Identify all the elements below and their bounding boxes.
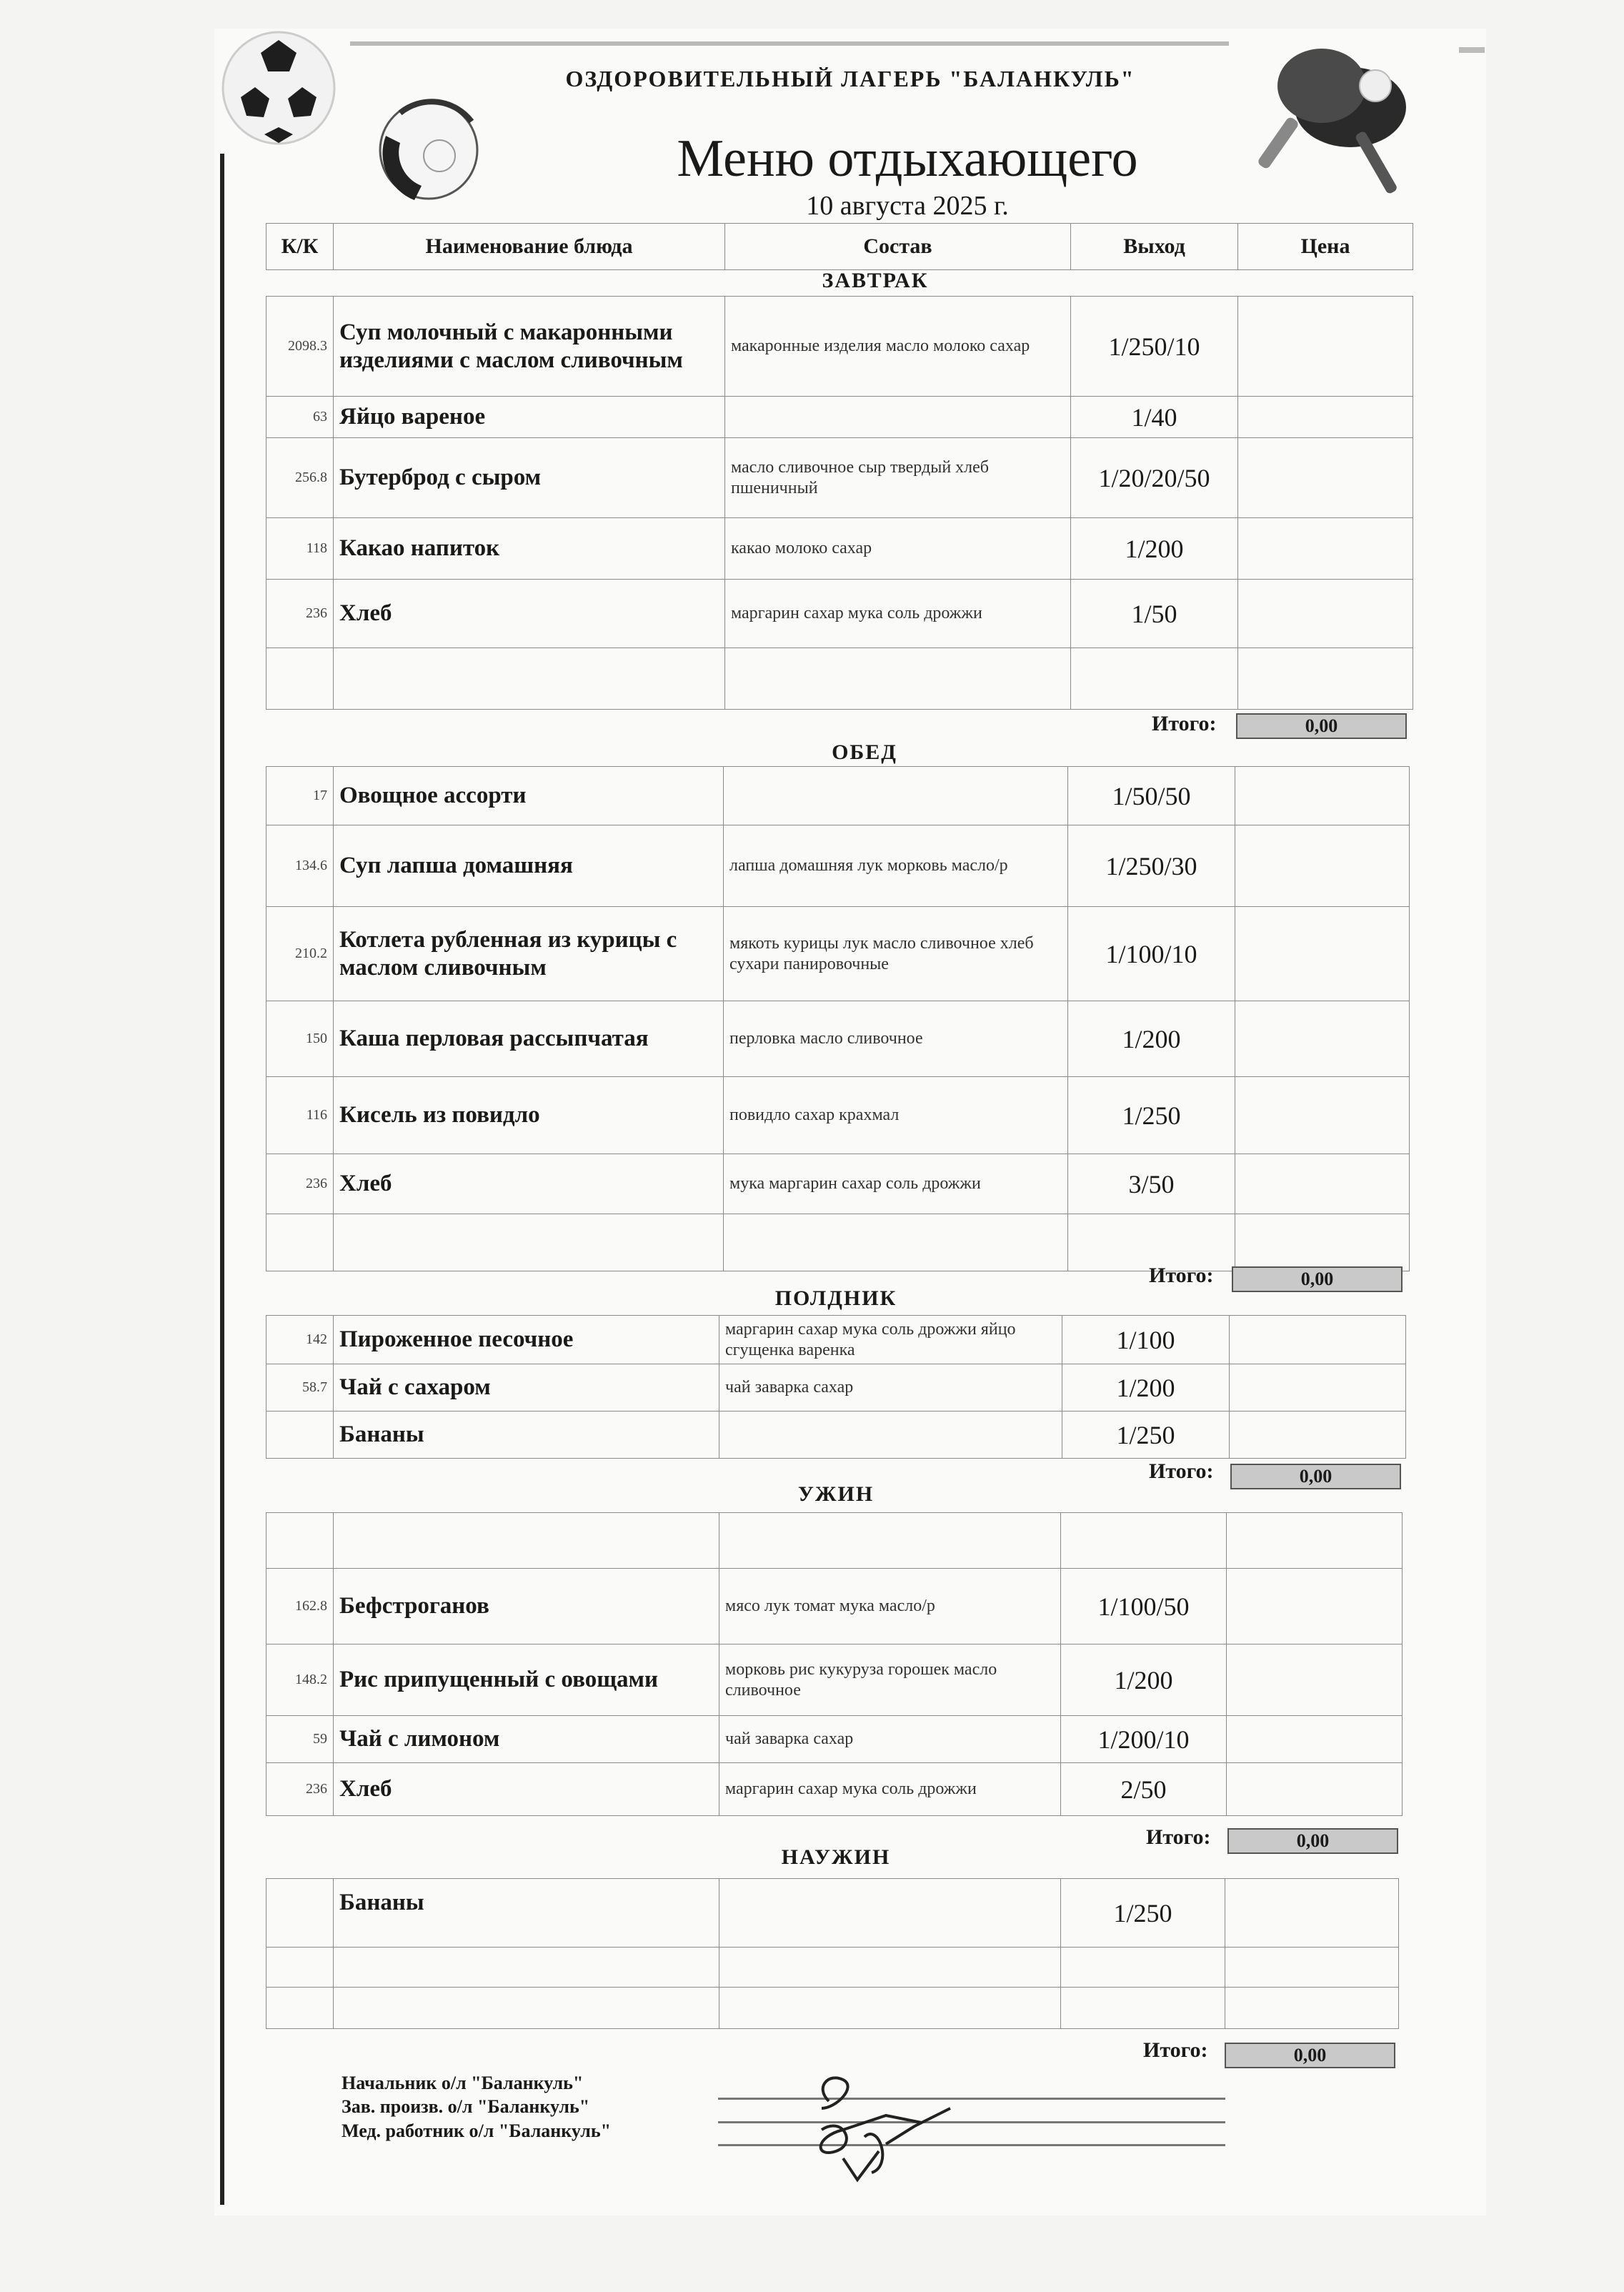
dish-composition <box>719 1988 1061 2029</box>
breakfast-table <box>266 296 1413 710</box>
dish-name <box>334 648 725 710</box>
dish-yield: 1/50/50 <box>1068 767 1235 825</box>
dish-price <box>1227 1569 1403 1644</box>
dish-composition: лапша домашняя лук морковь масло/р <box>724 825 1068 907</box>
camp-name: ОЗДОРОВИТЕЛЬНЫЙ ЛАГЕРЬ "БАЛАНКУЛЬ" <box>565 66 1135 91</box>
dish-yield <box>1061 1988 1225 2029</box>
table-row <box>266 825 1410 907</box>
dish-composition <box>724 1214 1068 1271</box>
header-rule <box>350 41 1229 46</box>
dish-name: Каша перловая рассыпчатая <box>334 1001 724 1077</box>
dish-composition: мука маргарин сахар соль дрожжи <box>724 1154 1068 1214</box>
dish-yield <box>1061 1513 1227 1569</box>
signature-medic: Мед. работник о/л "Баланкуль" <box>342 2120 611 2141</box>
dish-price <box>1238 580 1413 648</box>
corner-mark <box>1459 47 1485 53</box>
volleyball-logo-icon <box>372 93 486 207</box>
dish-composition: макаронные изделия масло молоко сахар <box>725 297 1071 397</box>
dish-name: Овощное ассорти <box>334 767 724 825</box>
dish-name: Рис припущенный с овощами <box>334 1644 719 1716</box>
dish-yield: 1/100 <box>1062 1316 1230 1364</box>
handwritten-signature <box>800 2058 972 2187</box>
dish-code: 256.8 <box>266 438 334 518</box>
dish-code: 150 <box>266 1001 334 1077</box>
dish-price <box>1235 1077 1410 1154</box>
table-row <box>266 1412 1406 1459</box>
table-row <box>266 1716 1403 1763</box>
table-row <box>266 580 1413 648</box>
dish-name: Суп лапша домашняя <box>334 825 724 907</box>
dish-composition: чай заварка сахар <box>719 1716 1061 1763</box>
dish-yield <box>1061 1948 1225 1988</box>
signature-line <box>718 2121 1225 2123</box>
table-row <box>266 397 1413 438</box>
signature-block <box>342 2071 611 2143</box>
menu-date: 10 августа 2025 г. <box>806 191 1009 221</box>
section-title-snack: ПОЛДНИК <box>774 1286 897 1310</box>
dish-composition <box>719 1412 1062 1459</box>
col-composition-header: Состав <box>725 224 1071 270</box>
dish-code: 134.6 <box>266 825 334 907</box>
dish-composition <box>719 1513 1061 1569</box>
dish-yield: 1/250 <box>1062 1412 1230 1459</box>
dish-yield: 1/100/50 <box>1061 1569 1227 1644</box>
dish-code <box>266 648 334 710</box>
table-row <box>266 297 1413 397</box>
dinner-table <box>266 1512 1403 1816</box>
dish-name: Кисель из повидло <box>334 1077 724 1154</box>
dish-price <box>1235 767 1410 825</box>
dish-code <box>266 1513 334 1569</box>
dish-price <box>1238 297 1413 397</box>
dish-code: 148.2 <box>266 1644 334 1716</box>
dish-name: Какао напиток <box>334 518 725 580</box>
table-row <box>266 1364 1406 1412</box>
signature-head: Начальник о/л "Баланкуль" <box>342 2073 584 2093</box>
dish-yield: 1/200 <box>1071 518 1238 580</box>
section-title-late-dinner: НАУЖИН <box>781 1845 891 1869</box>
dish-yield: 1/200 <box>1062 1364 1230 1412</box>
table-row <box>266 767 1410 825</box>
total-value: 0,00 <box>1230 1464 1401 1489</box>
binding-line <box>220 154 224 2205</box>
table-row <box>266 648 1413 710</box>
signature-deputy: Зав. произв. о/л "Баланкуль" <box>342 2096 590 2118</box>
col-yield-header: Выход <box>1071 224 1238 270</box>
dish-price <box>1235 1214 1410 1271</box>
dish-name: Котлета рубленная из курицы с маслом сливочным <box>334 907 724 1001</box>
dish-name: Чай с лимоном <box>334 1716 719 1763</box>
table-row <box>266 1077 1410 1154</box>
dish-composition: маргарин сахар мука соль дрожжи <box>725 580 1071 648</box>
dish-composition <box>719 1879 1061 1948</box>
total-label: Итого: <box>1146 1825 1211 1849</box>
dish-name: Бананы <box>334 1879 719 1948</box>
table-row <box>266 907 1410 1001</box>
table-row <box>266 1988 1399 2029</box>
dish-code: 236 <box>266 580 334 648</box>
dish-price <box>1238 438 1413 518</box>
dish-yield: 1/250 <box>1068 1077 1235 1154</box>
dish-composition: повидло сахар крахмал <box>724 1077 1068 1154</box>
dish-price <box>1225 1879 1399 1948</box>
dish-name <box>334 1988 719 2029</box>
dish-price <box>1238 648 1413 710</box>
table-row <box>266 1316 1406 1364</box>
dish-name: Суп молочный с макаронными изделиями с маслом сливочным <box>334 297 725 397</box>
dish-composition: мякоть курицы лук масло сливочное хлеб сухари панировочные <box>724 907 1068 1001</box>
dish-price <box>1235 825 1410 907</box>
section-title-lunch: ОБЕД <box>832 740 897 764</box>
dish-composition: маргарин сахар мука соль дрожжи <box>719 1763 1061 1816</box>
dish-name: Бананы <box>334 1412 719 1459</box>
table-row <box>266 1763 1403 1816</box>
section-title-breakfast: ЗАВТРАК <box>822 269 929 292</box>
soccer-ball-icon <box>218 27 339 149</box>
table-row <box>266 438 1413 518</box>
col-price-header: Цена <box>1238 224 1413 270</box>
total-value: 0,00 <box>1227 1828 1398 1854</box>
table-row <box>266 1879 1399 1948</box>
dish-code: 236 <box>266 1763 334 1816</box>
dish-name: Яйцо вареное <box>334 397 725 438</box>
dish-composition: масло сливочное сыр твердый хлеб пшеничный <box>725 438 1071 518</box>
dish-price <box>1230 1316 1406 1364</box>
dish-price <box>1227 1513 1403 1569</box>
table-row <box>266 1569 1403 1644</box>
dish-composition <box>725 397 1071 438</box>
dish-price <box>1235 1154 1410 1214</box>
dish-price <box>1225 1988 1399 2029</box>
dish-code <box>266 1879 334 1948</box>
dish-yield: 1/250 <box>1061 1879 1225 1948</box>
dish-price <box>1225 1948 1399 1988</box>
dish-composition <box>725 648 1071 710</box>
dish-price <box>1230 1412 1406 1459</box>
dish-name: Хлеб <box>334 1154 724 1214</box>
dish-yield: 3/50 <box>1068 1154 1235 1214</box>
dish-code: 63 <box>266 397 334 438</box>
dish-code: 59 <box>266 1716 334 1763</box>
col-name-header: Наименование блюда <box>334 224 725 270</box>
dish-yield: 1/200 <box>1061 1644 1227 1716</box>
page-title: Меню отдыхающего <box>677 129 1138 188</box>
dish-name <box>334 1513 719 1569</box>
dish-code <box>266 1948 334 1988</box>
dish-composition: какао молоко сахар <box>725 518 1071 580</box>
dish-price <box>1235 1001 1410 1077</box>
dish-name: Бутерброд с сыром <box>334 438 725 518</box>
dish-price <box>1227 1644 1403 1716</box>
dish-composition: перловка масло сливочное <box>724 1001 1068 1077</box>
dish-price <box>1238 397 1413 438</box>
dish-code: 2098.3 <box>266 297 334 397</box>
dish-yield: 1/50 <box>1071 580 1238 648</box>
dish-code: 118 <box>266 518 334 580</box>
section-title-dinner: УЖИН <box>797 1482 875 1506</box>
column-header-row <box>266 223 1413 270</box>
dish-code: 162.8 <box>266 1569 334 1644</box>
dish-composition: морковь рис кукуруза горошек масло сливочное <box>719 1644 1061 1716</box>
dish-yield: 1/200/10 <box>1061 1716 1227 1763</box>
dish-composition: мясо лук томат мука масло/р <box>719 1569 1061 1644</box>
dish-code <box>266 1988 334 2029</box>
ping-pong-paddles-icon <box>1243 29 1429 200</box>
dish-price <box>1227 1763 1403 1816</box>
table-row <box>266 1001 1410 1077</box>
dish-code: 236 <box>266 1154 334 1214</box>
dish-name <box>334 1948 719 1988</box>
dish-yield: 1/250/30 <box>1068 825 1235 907</box>
dish-yield <box>1068 1214 1235 1271</box>
total-label: Итого: <box>1149 1264 1214 1287</box>
dish-code <box>266 1412 334 1459</box>
signature-line <box>718 2098 1225 2100</box>
dish-composition: маргарин сахар мука соль дрожжи яйцо сгущенка варенка <box>719 1316 1062 1364</box>
table-row <box>266 1214 1410 1271</box>
dish-name <box>334 1214 724 1271</box>
late-dinner-table <box>266 1878 1399 2029</box>
dish-composition: чай заварка сахар <box>719 1364 1062 1412</box>
total-label: Итого: <box>1152 712 1217 735</box>
total-value: 0,00 <box>1225 2043 1395 2068</box>
table-row <box>266 518 1413 580</box>
table-row <box>266 1154 1410 1214</box>
dish-price <box>1235 907 1410 1001</box>
dish-yield: 1/100/10 <box>1068 907 1235 1001</box>
dish-price <box>1238 518 1413 580</box>
dish-code: 58.7 <box>266 1364 334 1412</box>
dish-code: 116 <box>266 1077 334 1154</box>
table-row <box>266 1513 1403 1569</box>
dish-price <box>1230 1364 1406 1412</box>
dish-yield <box>1071 648 1238 710</box>
signature-line <box>718 2144 1225 2146</box>
dish-name: Бефстроганов <box>334 1569 719 1644</box>
dish-yield: 1/200 <box>1068 1001 1235 1077</box>
total-label: Итого: <box>1149 1459 1214 1483</box>
snack-table <box>266 1315 1406 1459</box>
total-value: 0,00 <box>1236 713 1407 739</box>
col-code-header: К/К <box>266 224 334 270</box>
lunch-table <box>266 766 1410 1271</box>
dish-code: 17 <box>266 767 334 825</box>
dish-code <box>266 1214 334 1271</box>
table-row <box>266 1644 1403 1716</box>
dish-name: Хлеб <box>334 580 725 648</box>
dish-composition <box>719 1948 1061 1988</box>
dish-name: Хлеб <box>334 1763 719 1816</box>
dish-name: Чай с сахаром <box>334 1364 719 1412</box>
dish-yield: 2/50 <box>1061 1763 1227 1816</box>
dish-yield: 1/40 <box>1071 397 1238 438</box>
total-label: Итого: <box>1143 2038 1208 2062</box>
dish-code: 142 <box>266 1316 334 1364</box>
dish-yield: 1/250/10 <box>1071 297 1238 397</box>
dish-code: 210.2 <box>266 907 334 1001</box>
table-row <box>266 1948 1399 1988</box>
dish-price <box>1227 1716 1403 1763</box>
dish-yield: 1/20/20/50 <box>1071 438 1238 518</box>
dish-composition <box>724 767 1068 825</box>
total-value: 0,00 <box>1232 1266 1403 1292</box>
dish-name: Пироженное песочное <box>334 1316 719 1364</box>
